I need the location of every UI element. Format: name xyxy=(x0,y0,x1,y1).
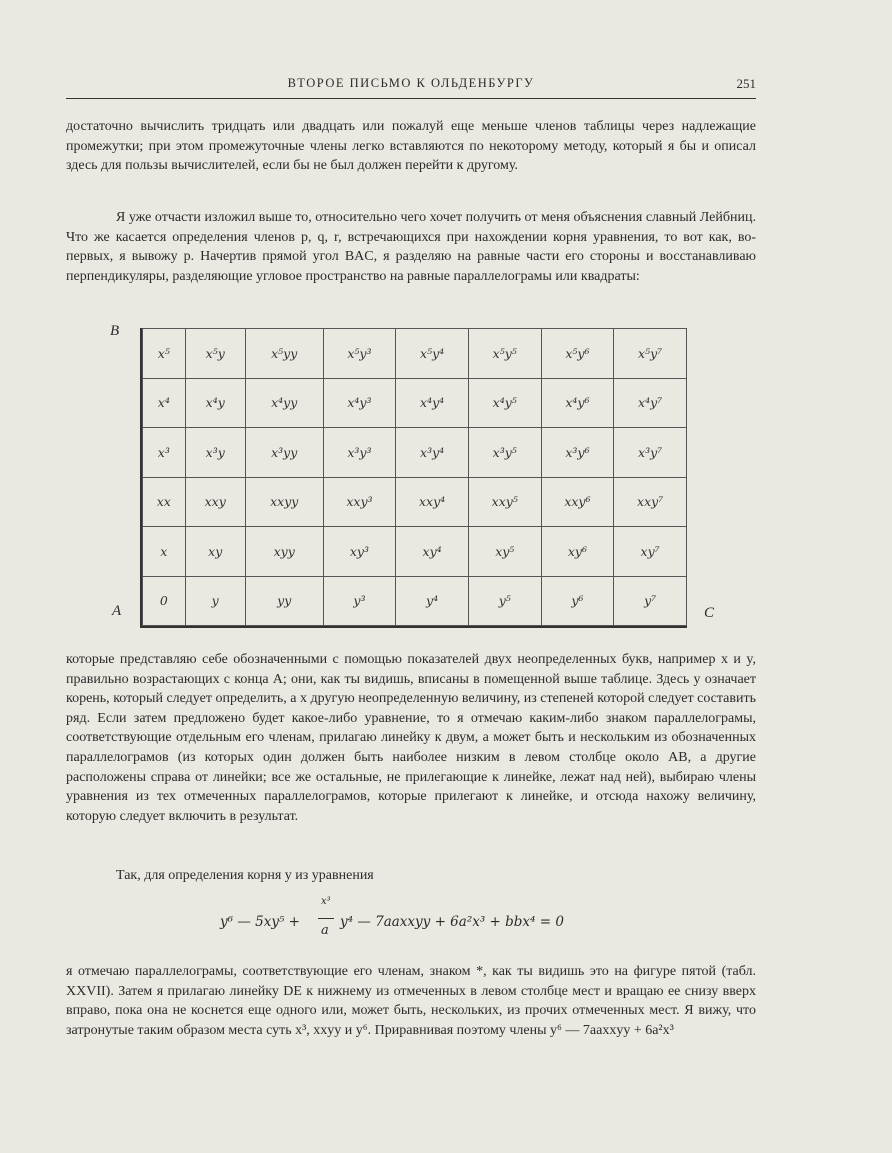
paragraph-1: достаточно вычислить тридцать или двадцать или пожалуй еще меньше членов таблицы через надлежащие промежутки; при этом промежуточные члены легко вставляются по некоторому методу, который я бы и описал здесь для пользы вычислителей, если бы не был должен перейти к другому. xyxy=(66,119,756,174)
equation-fraction-denominator: a xyxy=(321,923,329,938)
grid-cell: x xyxy=(143,527,186,577)
equation-fraction-bar xyxy=(318,918,334,919)
grid-cell: x³y⁶ xyxy=(541,428,614,478)
grid-cell: x³y⁵ xyxy=(468,428,541,478)
grid-cell: x⁵y⁷ xyxy=(614,329,687,379)
grid-cell: xy⁴ xyxy=(396,527,469,577)
grid-cell: x³y⁷ xyxy=(614,428,687,478)
grid-row xyxy=(143,428,687,478)
grid-cell: x⁵ xyxy=(143,329,186,379)
grid-cell: x⁴y⁵ xyxy=(468,378,541,428)
grid-cell: xxy⁷ xyxy=(614,477,687,527)
grid-cell: x³y³ xyxy=(323,428,396,478)
grid-cell: x³yy xyxy=(245,428,323,478)
grid-cell: y xyxy=(185,576,245,626)
paragraph-5: я отмечаю параллелограмы, соответствующие его членам, знаком *, как ты видишь это на фигуре пятой (табл. XXVII). Затем я прилагаю линейку DE к нижнему из отмеченных в левом столбце мест и вращаю ее снизу вверх вправо, пока она не коснется еще одного или, может быть, нескольких, из прочих отмеченных мест. Я вижу, что затронутые таким образом места суть x³, xxyy и y⁶. Приравнивая поэтому члены y⁶ — 7aaxxyy + 6a²x³ xyxy=(66,964,756,1038)
grid-row xyxy=(143,576,687,626)
grid-cell: xx xyxy=(143,477,186,527)
grid-cell: y⁶ xyxy=(541,576,614,626)
grid-cell: x⁵y xyxy=(185,329,245,379)
grid-row xyxy=(143,527,687,577)
grid-cell: y⁷ xyxy=(614,576,687,626)
paragraph-2: Я уже отчасти изложил выше то, относительно чего хочет получить от меня объяснения славный Лейбниц. Что же касается определения членов p, q, r, встречающихся при нахождении корня уравнения, то вот как, во-первых, я вывожу p. Начертив прямой угол BAC, я разделяю на равные части его стороны и восстанавливаю перпендикуляры, разделяющие угловое пространство на равные параллелограмы или квадраты: xyxy=(66,210,756,284)
corner-label-a: A xyxy=(112,603,122,619)
grid-row xyxy=(143,378,687,428)
grid-cell: x⁵y⁶ xyxy=(541,329,614,379)
grid-cell: x⁴yy xyxy=(245,378,323,428)
grid-cell: x⁴y⁴ xyxy=(396,378,469,428)
grid-cell: xxy⁴ xyxy=(396,477,469,527)
grid-cell: xy⁵ xyxy=(468,527,541,577)
grid-cell: x⁵y⁵ xyxy=(468,329,541,379)
grid-cell: x³y xyxy=(185,428,245,478)
grid-cell: xyy xyxy=(245,527,323,577)
running-title: ВТОРОЕ ПИСЬМО К ОЛЬДЕНБУРГУ xyxy=(287,76,535,90)
page-number: 251 xyxy=(736,76,756,91)
grid-cell: x⁴y⁶ xyxy=(541,378,614,428)
power-grid-figure xyxy=(140,328,687,628)
corner-label-c: C xyxy=(704,605,715,621)
grid-cell: xy⁶ xyxy=(541,527,614,577)
paragraph-4: Так, для определения корня y из уравнения xyxy=(116,868,374,883)
grid-cell: x⁴y³ xyxy=(323,378,396,428)
grid-cell: x⁵yy xyxy=(245,329,323,379)
grid-cell: xxy xyxy=(185,477,245,527)
grid-cell: y³ xyxy=(323,576,396,626)
grid-cell: xy⁷ xyxy=(614,527,687,577)
grid-cell: x⁵y⁴ xyxy=(396,329,469,379)
paragraph-3: которые представляю себе обозначенными с помощью показателей двух неопределенных букв, например x и y, правильно возрастающих с конца A; они, как ты видишь, вписаны в помещенной выше таблице. Здесь y означает корень, который следует определить, а x другую неопределенную величину, из степеней которой следует составить ряд. Если затем предложено будет какое-либо уравнение, то я отмечаю каким-либо знаком параллелограмы, соответствующие отдельным его членам, прилагаю линейку к двум, а может быть и нескольким из обозначенных параллелограмов (из которых один должен быть наиболее низким в левом столбце около AB, а другие расположены справа от линейки; все же остальные, не прилегающие к линейке, лежат над ней), выбираю члены уравнения из тех отмеченных параллелограмов, которые прилегают к линейке, и отсюда нахожу величину, которую следует включить в результат. xyxy=(66,652,756,824)
grid-cell: x⁴ xyxy=(143,378,186,428)
corner-label-b: B xyxy=(110,323,120,339)
grid-cell: xy xyxy=(185,527,245,577)
grid-cell: xxyy xyxy=(245,477,323,527)
page-header xyxy=(66,76,756,99)
grid-cell: xxy⁵ xyxy=(468,477,541,527)
equation-left: y⁶ — 5xy⁵ + xyxy=(220,914,300,930)
grid-cell: x⁴y⁷ xyxy=(614,378,687,428)
grid-cell: xxy³ xyxy=(323,477,396,527)
grid-cell: x³ xyxy=(143,428,186,478)
grid-cell: 0 xyxy=(143,576,186,626)
grid-cell: y⁴ xyxy=(396,576,469,626)
grid-cell: x³y⁴ xyxy=(396,428,469,478)
grid-row xyxy=(143,477,687,527)
equation-right: y⁴ — 7aaxxyy + 6a²x³ + bbx⁴ = 0 xyxy=(340,914,564,930)
grid-cell: xy³ xyxy=(323,527,396,577)
grid-cell: x⁴y xyxy=(185,378,245,428)
grid-cell: xxy⁶ xyxy=(541,477,614,527)
equation xyxy=(190,896,610,946)
power-grid-table xyxy=(142,328,687,626)
grid-row xyxy=(143,329,687,379)
equation-fraction-numerator: x³ xyxy=(321,896,331,907)
grid-cell: yy xyxy=(245,576,323,626)
grid-cell: x⁵y³ xyxy=(323,329,396,379)
grid-cell: y⁵ xyxy=(468,576,541,626)
